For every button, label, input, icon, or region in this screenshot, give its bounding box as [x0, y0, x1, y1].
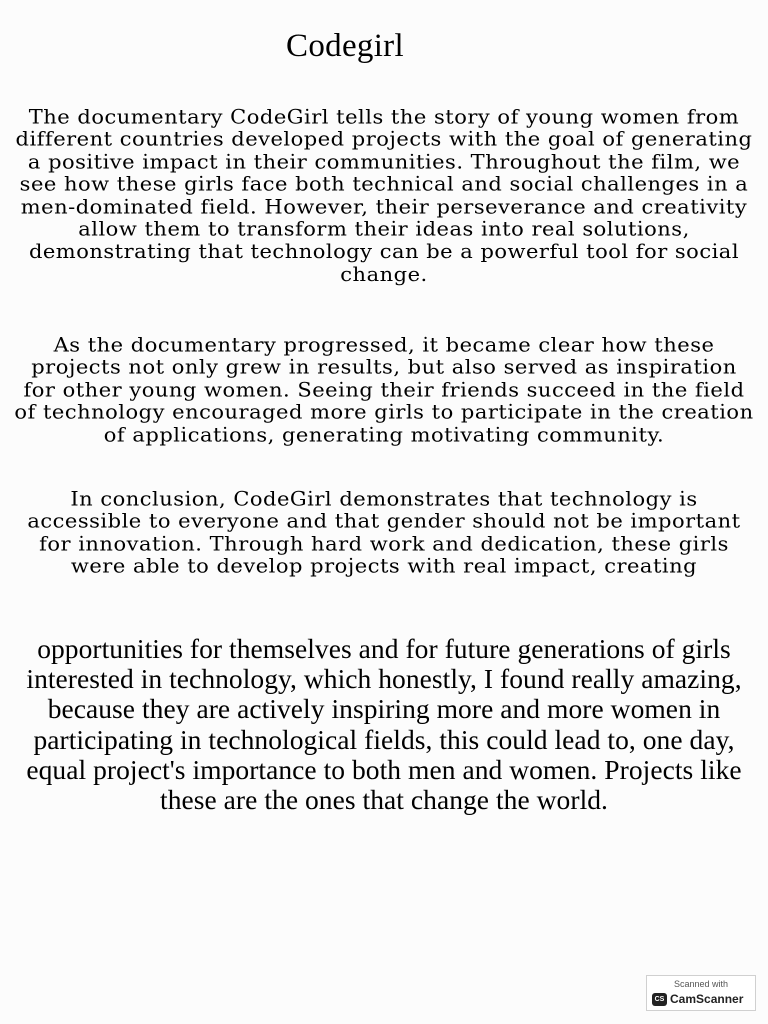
paragraph-conclusion: In conclusion, CodeGirl demonstrates that technology is accessible to everyone and that gender should not be important for innovation. Through hard work and dedication, these girls were able to develop projects with real impact, creating — [27, 488, 741, 578]
paragraph-intro: The documentary CodeGirl tells the story of young women from different countries developed projects with the goal of generating a positive impact in their communities. Throughout the film, we see how these girls face both technical and social challenges in a men-dominated field. However, their perseverance and creativity allow them to transform their ideas into real solutions, demonstrating that technology can be a powerful tool for social change. — [15, 106, 753, 286]
document-title: Codegirl — [286, 28, 404, 64]
camscanner-watermark — [646, 975, 756, 1011]
camscanner-logo-icon: CS — [652, 993, 667, 1006]
camscanner-brand: CamScanner — [670, 992, 744, 1006]
paragraph-continuation: opportunities for themselves and for future generations of girls interested in technology, which honestly, I found really amazing, because they are actively inspiring more and more women in participating in technological fields, this could lead to, one day, equal project's importance to both men and women. Projects like these are the ones that change the world. — [26, 633, 742, 816]
scanned-with-label: Scanned with — [673, 979, 729, 989]
paragraph-progress: As the documentary progressed, it became clear how these projects not only grew in results, but also served as inspiration for other young women. Seeing their friends succeed in the field of technology encouraged more girls to participate in the creation of applications, generating motivating community. — [14, 334, 754, 446]
